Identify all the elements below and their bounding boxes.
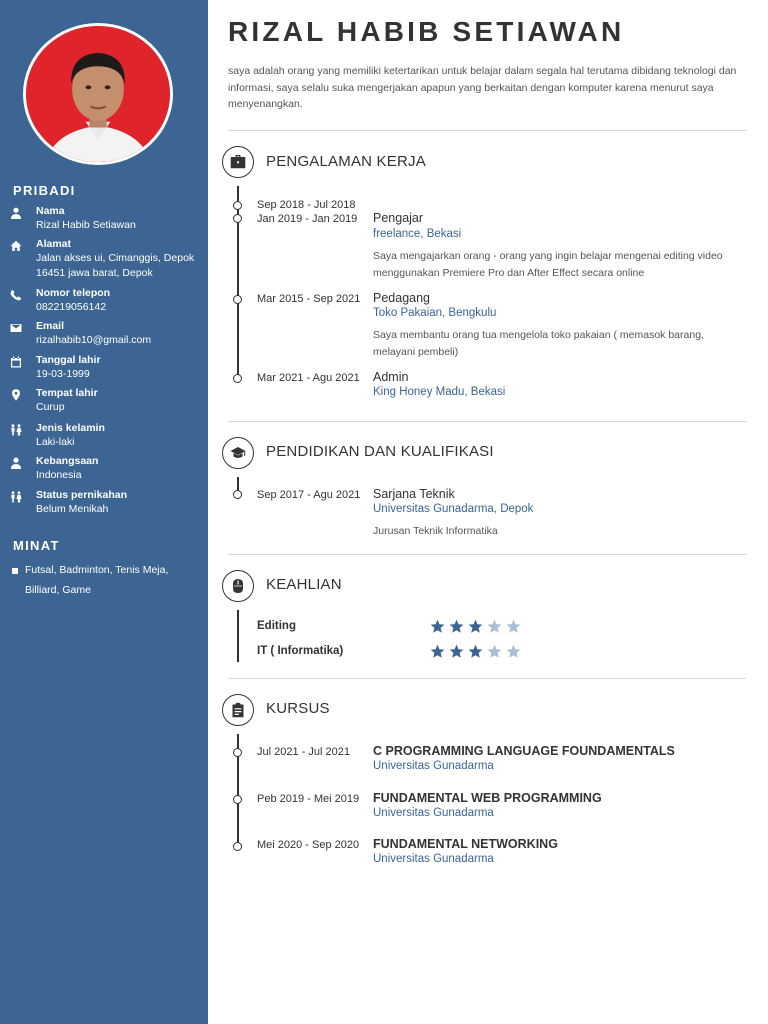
field-label: Nama (36, 205, 65, 217)
field-value: Indonesia (36, 469, 82, 481)
course-date: Mei 2020 - Sep 2020 (257, 839, 360, 851)
education-date: Sep 2017 - Agu 2021 (257, 489, 361, 501)
education-org: Universitas Gunadarma, Depok (373, 503, 534, 515)
timeline-dot (233, 374, 242, 383)
field-label: Tempat lahir (36, 387, 98, 399)
field-address (10, 238, 205, 280)
bullet-icon (12, 568, 18, 574)
field-email (10, 320, 205, 348)
field-birthdate (10, 354, 205, 382)
star-icon (468, 619, 483, 634)
location-pin-icon (10, 389, 24, 401)
field-value: Curup (36, 401, 65, 413)
home-icon (10, 240, 24, 252)
experience-date: Mar 2021 - Agu 2021 (257, 372, 360, 384)
profile-photo (23, 23, 173, 165)
field-gender (10, 422, 205, 450)
graduation-cap-icon (222, 437, 254, 469)
field-label: Nomor telepon (36, 287, 111, 299)
timeline-dot (233, 842, 242, 851)
field-value: Belum Menikah (36, 503, 109, 515)
divider (228, 130, 746, 131)
field-value: rizalhabib10@gmail.com (36, 334, 152, 346)
clipboard-icon (222, 694, 254, 726)
person-icon (10, 457, 24, 469)
course-name: FUNDAMENTAL NETWORKING (373, 837, 558, 851)
divider (228, 554, 746, 555)
course-org: Universitas Gunadarma (373, 807, 494, 819)
star-icon (487, 619, 502, 634)
course-name: C PROGRAMMING LANGUAGE FOUNDAMENTALS (373, 744, 675, 758)
courses-section-title: KURSUS (266, 700, 330, 717)
field-label: Status pernikahan (36, 489, 128, 501)
divider (228, 421, 746, 422)
field-name (10, 205, 205, 233)
course-org: Universitas Gunadarma (373, 853, 494, 865)
field-marital-status (10, 489, 205, 517)
experience-role: Pengajar (373, 211, 424, 225)
star-icon (430, 619, 445, 634)
skills-section-title: KEAHLIAN (266, 576, 342, 593)
star-icon (468, 644, 483, 659)
timeline-dot (233, 201, 242, 210)
sidebar (0, 0, 208, 1024)
gender-icon (10, 424, 24, 436)
field-value: 082219056142 (36, 301, 107, 313)
field-label: Jenis kelamin (36, 422, 105, 434)
experience-desc: Saya mengajarkan orang - orang yang ingin belajar mengenai editing video menggunakan Premiere Pro dan After Effect secara online (373, 250, 723, 279)
experience-role: Admin (373, 370, 409, 384)
star-icon (449, 644, 464, 659)
experience-desc: Saya membantu orang tua mengelola toko pakaian ( memasok barang, melayani pembeli) (373, 329, 704, 358)
experience-org: Toko Pakaian, Bengkulu (373, 307, 497, 319)
field-label: Email (36, 320, 65, 332)
field-label: Tanggal lahir (36, 354, 101, 366)
mouse-icon (222, 570, 254, 602)
experience-org: freelance, Bekasi (373, 228, 462, 240)
field-label: Alamat (36, 238, 72, 250)
field-birthplace (10, 387, 205, 415)
star-icon (506, 619, 521, 634)
candidate-name: RIZAL HABIB SETIAWAN (228, 16, 625, 47)
education-section-title: PENDIDIKAN DAN KUALIFIKASI (266, 443, 494, 460)
experience-date: Mar 2015 - Sep 2021 (257, 293, 361, 305)
field-nationality (10, 455, 205, 483)
field-phone (10, 287, 205, 315)
skill-name: IT ( Informatika) (257, 645, 344, 657)
skill-rating (430, 644, 521, 659)
star-icon (430, 644, 445, 659)
education-desc: Jurusan Teknik Informatika (373, 525, 498, 537)
interests-list (12, 561, 202, 600)
divider (228, 678, 746, 679)
field-value: Laki-laki (36, 436, 75, 448)
skill-rating (430, 619, 521, 634)
people-icon (10, 491, 24, 503)
star-icon (487, 644, 502, 659)
skills-bar (237, 610, 239, 662)
timeline-dot (233, 490, 242, 499)
timeline-dot (233, 748, 242, 757)
person-icon (10, 207, 24, 219)
interests-section-title: MINAT (13, 538, 60, 553)
calendar-icon (10, 356, 24, 368)
education-degree: Sarjana Teknik (373, 487, 455, 501)
star-icon (506, 644, 521, 659)
portrait-image (26, 26, 170, 162)
field-label: Kebangsaan (36, 455, 99, 467)
timeline-dot (233, 295, 242, 304)
experience-org: King Honey Madu, Bekasi (373, 386, 506, 398)
phone-icon (10, 289, 24, 301)
timeline-dot (233, 795, 242, 804)
field-value: Jalan akses ui, Cimanggis, Depok 16451 jawa barat, Depok (36, 252, 195, 279)
briefcase-icon (222, 146, 254, 178)
experience-section-title: PENGALAMAN KERJA (266, 153, 426, 170)
skill-name: Editing (257, 620, 296, 632)
mail-icon (10, 322, 24, 334)
course-org: Universitas Gunadarma (373, 760, 494, 772)
field-value: Rizal Habib Setiawan (36, 219, 136, 231)
experience-role: Pedagang (373, 291, 431, 305)
personal-section-title: PRIBADI (13, 183, 76, 198)
course-date: Peb 2019 - Mei 2019 (257, 793, 360, 805)
star-icon (449, 619, 464, 634)
profile-summary: saya adalah orang yang memiliki ketertarikan untuk belajar dalam segala hal terutama dibidang teknologi dan informasi, saya selalu suka mengerjakan apapun yang berkaitan dengan komputer karena menurut saya menyenangkan. (228, 65, 737, 110)
timeline-dot (233, 214, 242, 223)
course-date: Jul 2021 - Jul 2021 (257, 746, 350, 758)
course-name: FUNDAMENTAL WEB PROGRAMMING (373, 791, 602, 805)
experience-date: Sep 2018 - Jul 2018 (257, 199, 356, 211)
experience-date: Jan 2019 - Jan 2019 (257, 213, 358, 225)
field-value: 19-03-1999 (36, 368, 90, 380)
interests-text: Futsal, Badminton, Tenis Meja, Billiard, Game (25, 564, 169, 596)
